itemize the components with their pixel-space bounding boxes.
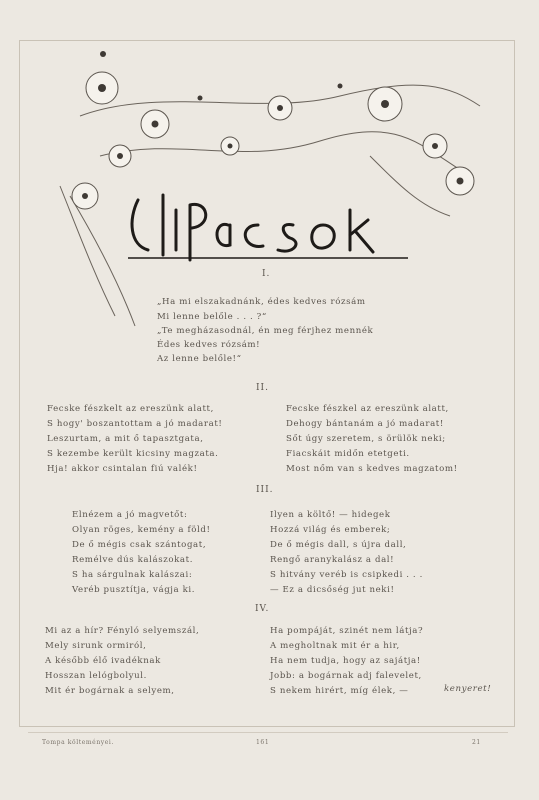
poem-line: Dehogy bántanám a jó madarat! xyxy=(286,419,444,429)
poem-line: S hitvány veréb is csipkedi . . . xyxy=(270,570,423,580)
poem-line: Fecske fészkel az ereszünk alatt, xyxy=(286,404,449,414)
footer-book-title: Tompa költeményei. xyxy=(42,739,114,746)
poem-line: Sőt úgy szeretem, s örülök neki; xyxy=(286,434,446,444)
poem-line: Ilyen a költő! — hidegek xyxy=(270,510,391,520)
poem-line: Hosszan lelógbolyul. xyxy=(45,671,147,681)
poem-line: Remélve dús kalászokat. xyxy=(72,555,194,565)
poem-line: Az lenne belőle!“ xyxy=(157,354,242,364)
poem-line: Mely sirunk ormiról, xyxy=(45,641,147,651)
section-numeral: III. xyxy=(256,485,274,495)
poem-line: Hja! akkor csintalan fiú valék! xyxy=(47,464,198,474)
footer-rule xyxy=(28,732,508,733)
footer-signature-mark: 21 xyxy=(472,739,481,746)
poem-signature-word: kenyeret! xyxy=(444,684,492,694)
section-numeral: II. xyxy=(256,383,269,393)
poem-line: Fecske fészkelt az ereszünk alatt, xyxy=(47,404,214,414)
poem-line: Édes kedves rózsám! xyxy=(157,340,261,350)
poem-line: A később élő ivadéknak xyxy=(45,656,161,666)
poem-line: Most nőm van s kedves magzatom! xyxy=(286,464,458,474)
poem-line: Fiacskáit midőn etetgeti. xyxy=(286,449,410,459)
poem-line: S ha sárgulnak kalászai: xyxy=(72,570,193,580)
poem-line: Hozzá világ és emberek; xyxy=(270,525,391,535)
poem-line: Ha pompáját, szinét nem látja? xyxy=(270,626,424,636)
poem-line: „Te megházasodnál, én meg férjhez mennék xyxy=(157,326,374,336)
title-lettering xyxy=(118,180,418,270)
poem-line: S nekem hirért, míg élek, — xyxy=(270,686,409,696)
poem-line: — Ez a dicsőség jut neki! xyxy=(270,585,395,595)
poem-line: Mit ér bogárnak a selyem, xyxy=(45,686,175,696)
poem-line: Mi az a hír? Fényló selyemszál, xyxy=(45,626,200,636)
poem-line: S hogy' boszantottam a jó madarat! xyxy=(47,419,223,429)
poem-line: Mi lenne belőle . . . ?“ xyxy=(157,312,267,322)
poem-line: Leszurtam, a mit ő tapasztgata, xyxy=(47,434,204,444)
section-numeral: IV. xyxy=(255,604,270,614)
section-numeral: I. xyxy=(262,269,271,279)
poem-line: Veréb pusztítja, vágja ki. xyxy=(72,585,196,595)
poem-line: De ő mégis csak szántogat, xyxy=(72,540,207,550)
poem-line: Elnézem a jó magvetőt: xyxy=(72,510,188,520)
poem-line: A megholtnak mit ér a hir, xyxy=(270,641,400,651)
poem-line: Rengő aranykalász a dal! xyxy=(270,555,395,565)
poem-line: Jobb: a bogárnak adj falevelet, xyxy=(270,671,422,681)
poem-line: De ő mégis dall, s újra dall, xyxy=(270,540,407,550)
poem-line: „Ha mi elszakadnánk, édes kedves rózsám xyxy=(157,297,366,307)
poem-line: S kezembe került kicsiny magzata. xyxy=(47,449,219,459)
poem-line: Ha nem tudja, hogy az sajátja! xyxy=(270,656,421,666)
footer-page-number: 161 xyxy=(256,739,270,746)
poem-line: Olyan röges, kemény a föld! xyxy=(72,525,211,535)
